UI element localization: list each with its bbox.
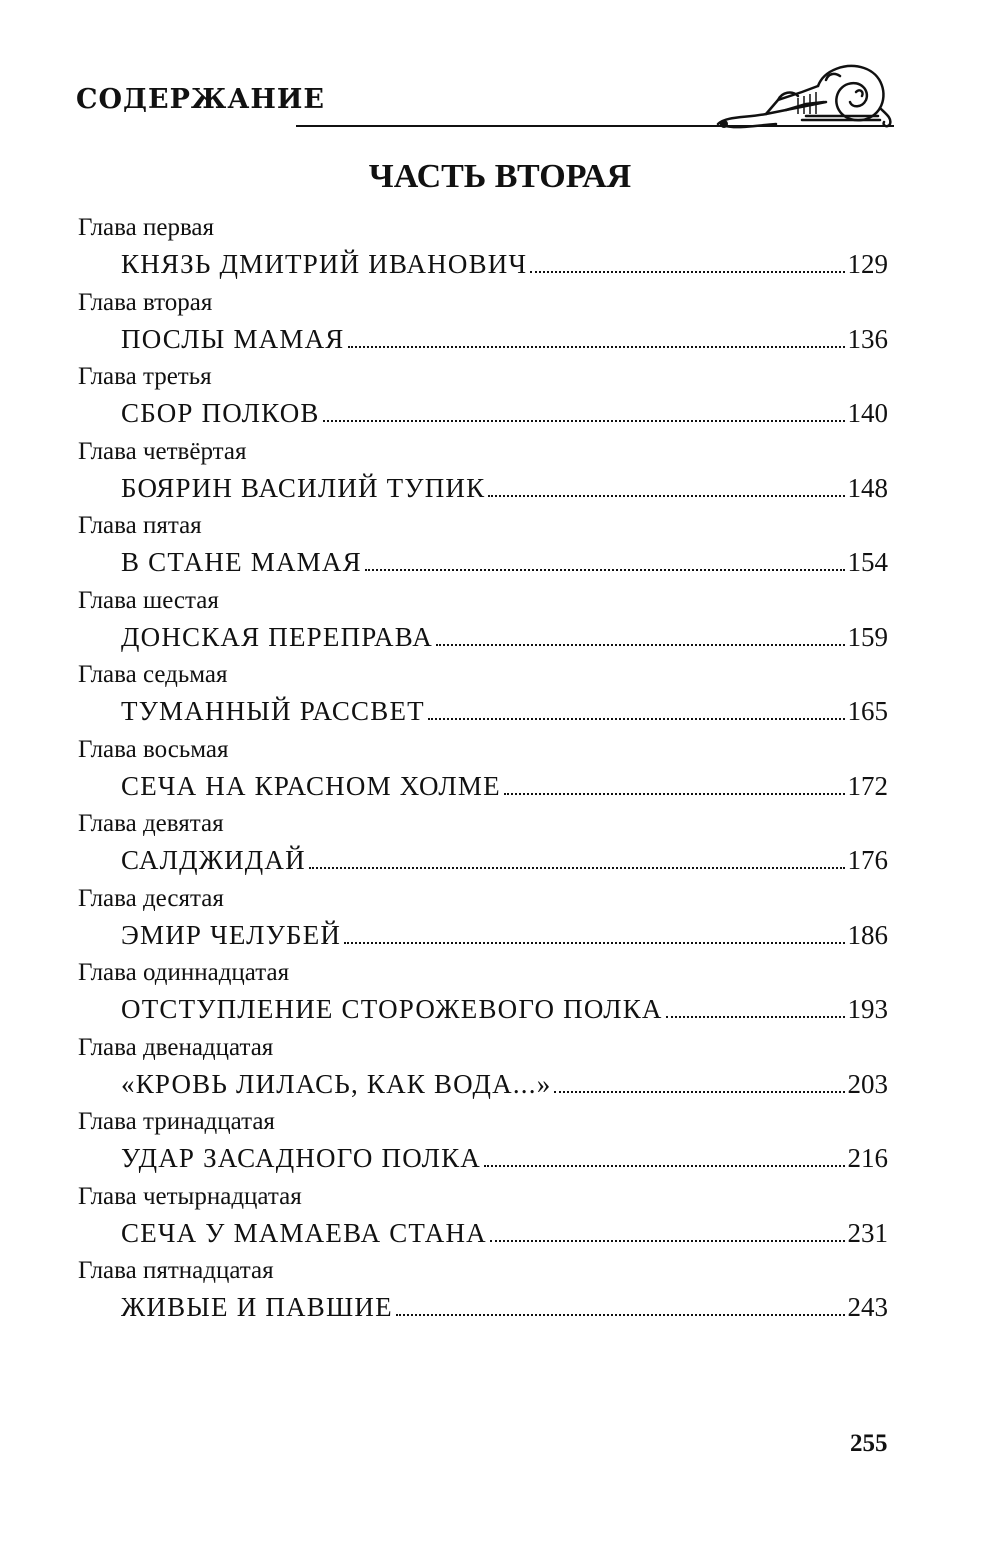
chapter-label: Глава тринадцатая [78,1108,275,1135]
dot-leader [530,251,844,273]
toc-line [121,396,888,430]
chapter-label: Глава четырнадцатая [78,1183,302,1210]
toc-line [121,1290,888,1324]
toc-entry[interactable] [0,660,1000,735]
page-ref: 193 [847,994,888,1024]
dot-leader [396,1294,845,1316]
part-title: ЧАСТЬ ВТОРАЯ [368,158,632,195]
chapter-title: УДАР ЗАСАДНОГО ПОЛКА [121,1143,481,1173]
header-title: СОДЕРЖАНИЕ [76,84,325,115]
chapter-label: Глава первая [78,214,215,241]
page-ref: 165 [847,696,888,726]
toc-line [121,471,888,505]
chapter-label: Глава десятая [78,885,224,912]
chapter-label: Глава третья [78,363,212,390]
toc-line [121,992,888,1026]
dot-leader [484,1145,845,1167]
chapter-label: Глава девятая [78,810,224,837]
toc-entry[interactable] [0,437,1000,512]
chapter-label: Глава вторая [78,289,213,316]
chapter-title: ЖИВЫЕ И ПАВШИЕ [121,1292,393,1322]
chapter-label: Глава восьмая [78,736,229,763]
chapter-title: СЕЧА НА КРАСНОМ ХОЛМЕ [121,771,501,801]
page-ref: 140 [847,398,888,428]
page-ref: 186 [847,920,888,950]
toc-line [121,843,888,877]
toc-line [121,247,888,281]
chapter-label: Глава одиннадцатая [78,959,290,986]
chapter-title: СЕЧА У МАМАЕВА СТАНА [121,1218,487,1248]
chapter-label: Глава двенадцатая [78,1034,274,1061]
page-number: 255 [850,1430,888,1457]
page-ref: 154 [847,547,888,577]
page-ref: 136 [847,324,888,354]
chapter-title: ТУМАННЫЙ РАССВЕТ [121,696,425,726]
scroll-ornament-icon [706,52,896,132]
toc-line [121,545,888,579]
dot-leader [666,996,845,1018]
page-ref: 148 [847,473,888,503]
toc-entry[interactable] [0,586,1000,661]
chapter-label: Глава пятнадцатая [78,1257,274,1284]
toc-entry[interactable] [0,809,1000,884]
chapter-title: БОЯРИН ВАСИЛИЙ ТУПИК [121,473,486,503]
chapter-title: ПОСЛЫ МАМАЯ [121,324,345,354]
page-ref: 203 [847,1069,888,1099]
toc-line [121,1067,888,1101]
chapter-title: КНЯЗЬ ДМИТРИЙ ИВАНОВИЧ [121,249,528,279]
dot-leader [504,773,845,795]
toc-entry[interactable] [0,1256,1000,1331]
page-ref: 129 [847,249,888,279]
toc-line [121,322,888,356]
dot-leader [365,549,845,571]
toc-entry[interactable] [0,511,1000,586]
page-ref: 172 [847,771,888,801]
chapter-title: САЛДЖИДАЙ [121,845,306,875]
toc-entry[interactable] [0,1182,1000,1257]
dot-leader [428,698,845,720]
page-ref: 159 [847,622,888,652]
dot-leader [323,400,845,422]
chapter-title: ОТСТУПЛЕНИЕ СТОРОЖЕВОГО ПОЛКА [121,994,663,1024]
toc-line [121,1141,888,1175]
dot-leader [436,624,845,646]
toc-entry[interactable] [0,958,1000,1033]
toc-line [121,620,888,654]
dot-leader [554,1071,844,1093]
toc-line [121,1216,888,1250]
dot-leader [488,475,844,497]
toc-line [121,769,888,803]
toc-entry[interactable] [0,1107,1000,1182]
page-ref: 243 [847,1292,888,1322]
toc-entry[interactable] [0,362,1000,437]
chapter-title: В СТАНЕ МАМАЯ [121,547,362,577]
toc-line [121,918,888,952]
chapter-label: Глава седьмая [78,661,228,688]
toc-entry[interactable] [0,735,1000,810]
toc-entry[interactable] [0,213,1000,288]
page-ref: 216 [847,1143,888,1173]
chapter-title: СБОР ПОЛКОВ [121,398,320,428]
toc-entry[interactable] [0,288,1000,363]
dot-leader [490,1220,845,1242]
toc-entry[interactable] [0,884,1000,959]
chapter-label: Глава пятая [78,512,202,539]
toc-line [121,694,888,728]
page-ref: 176 [847,845,888,875]
chapter-title: ДОНСКАЯ ПЕРЕПРАВА [121,622,433,652]
page-ref: 231 [847,1218,888,1248]
toc-entry[interactable] [0,1033,1000,1108]
dot-leader [344,922,844,944]
chapter-label: Глава шестая [78,587,219,614]
dot-leader [309,847,845,869]
dot-leader [348,326,845,348]
chapter-label: Глава четвёртая [78,438,247,465]
chapter-title: ЭМИР ЧЕЛУБЕЙ [121,920,342,950]
chapter-title: «КРОВЬ ЛИЛАСЬ, КАК ВОДА...» [121,1069,552,1099]
